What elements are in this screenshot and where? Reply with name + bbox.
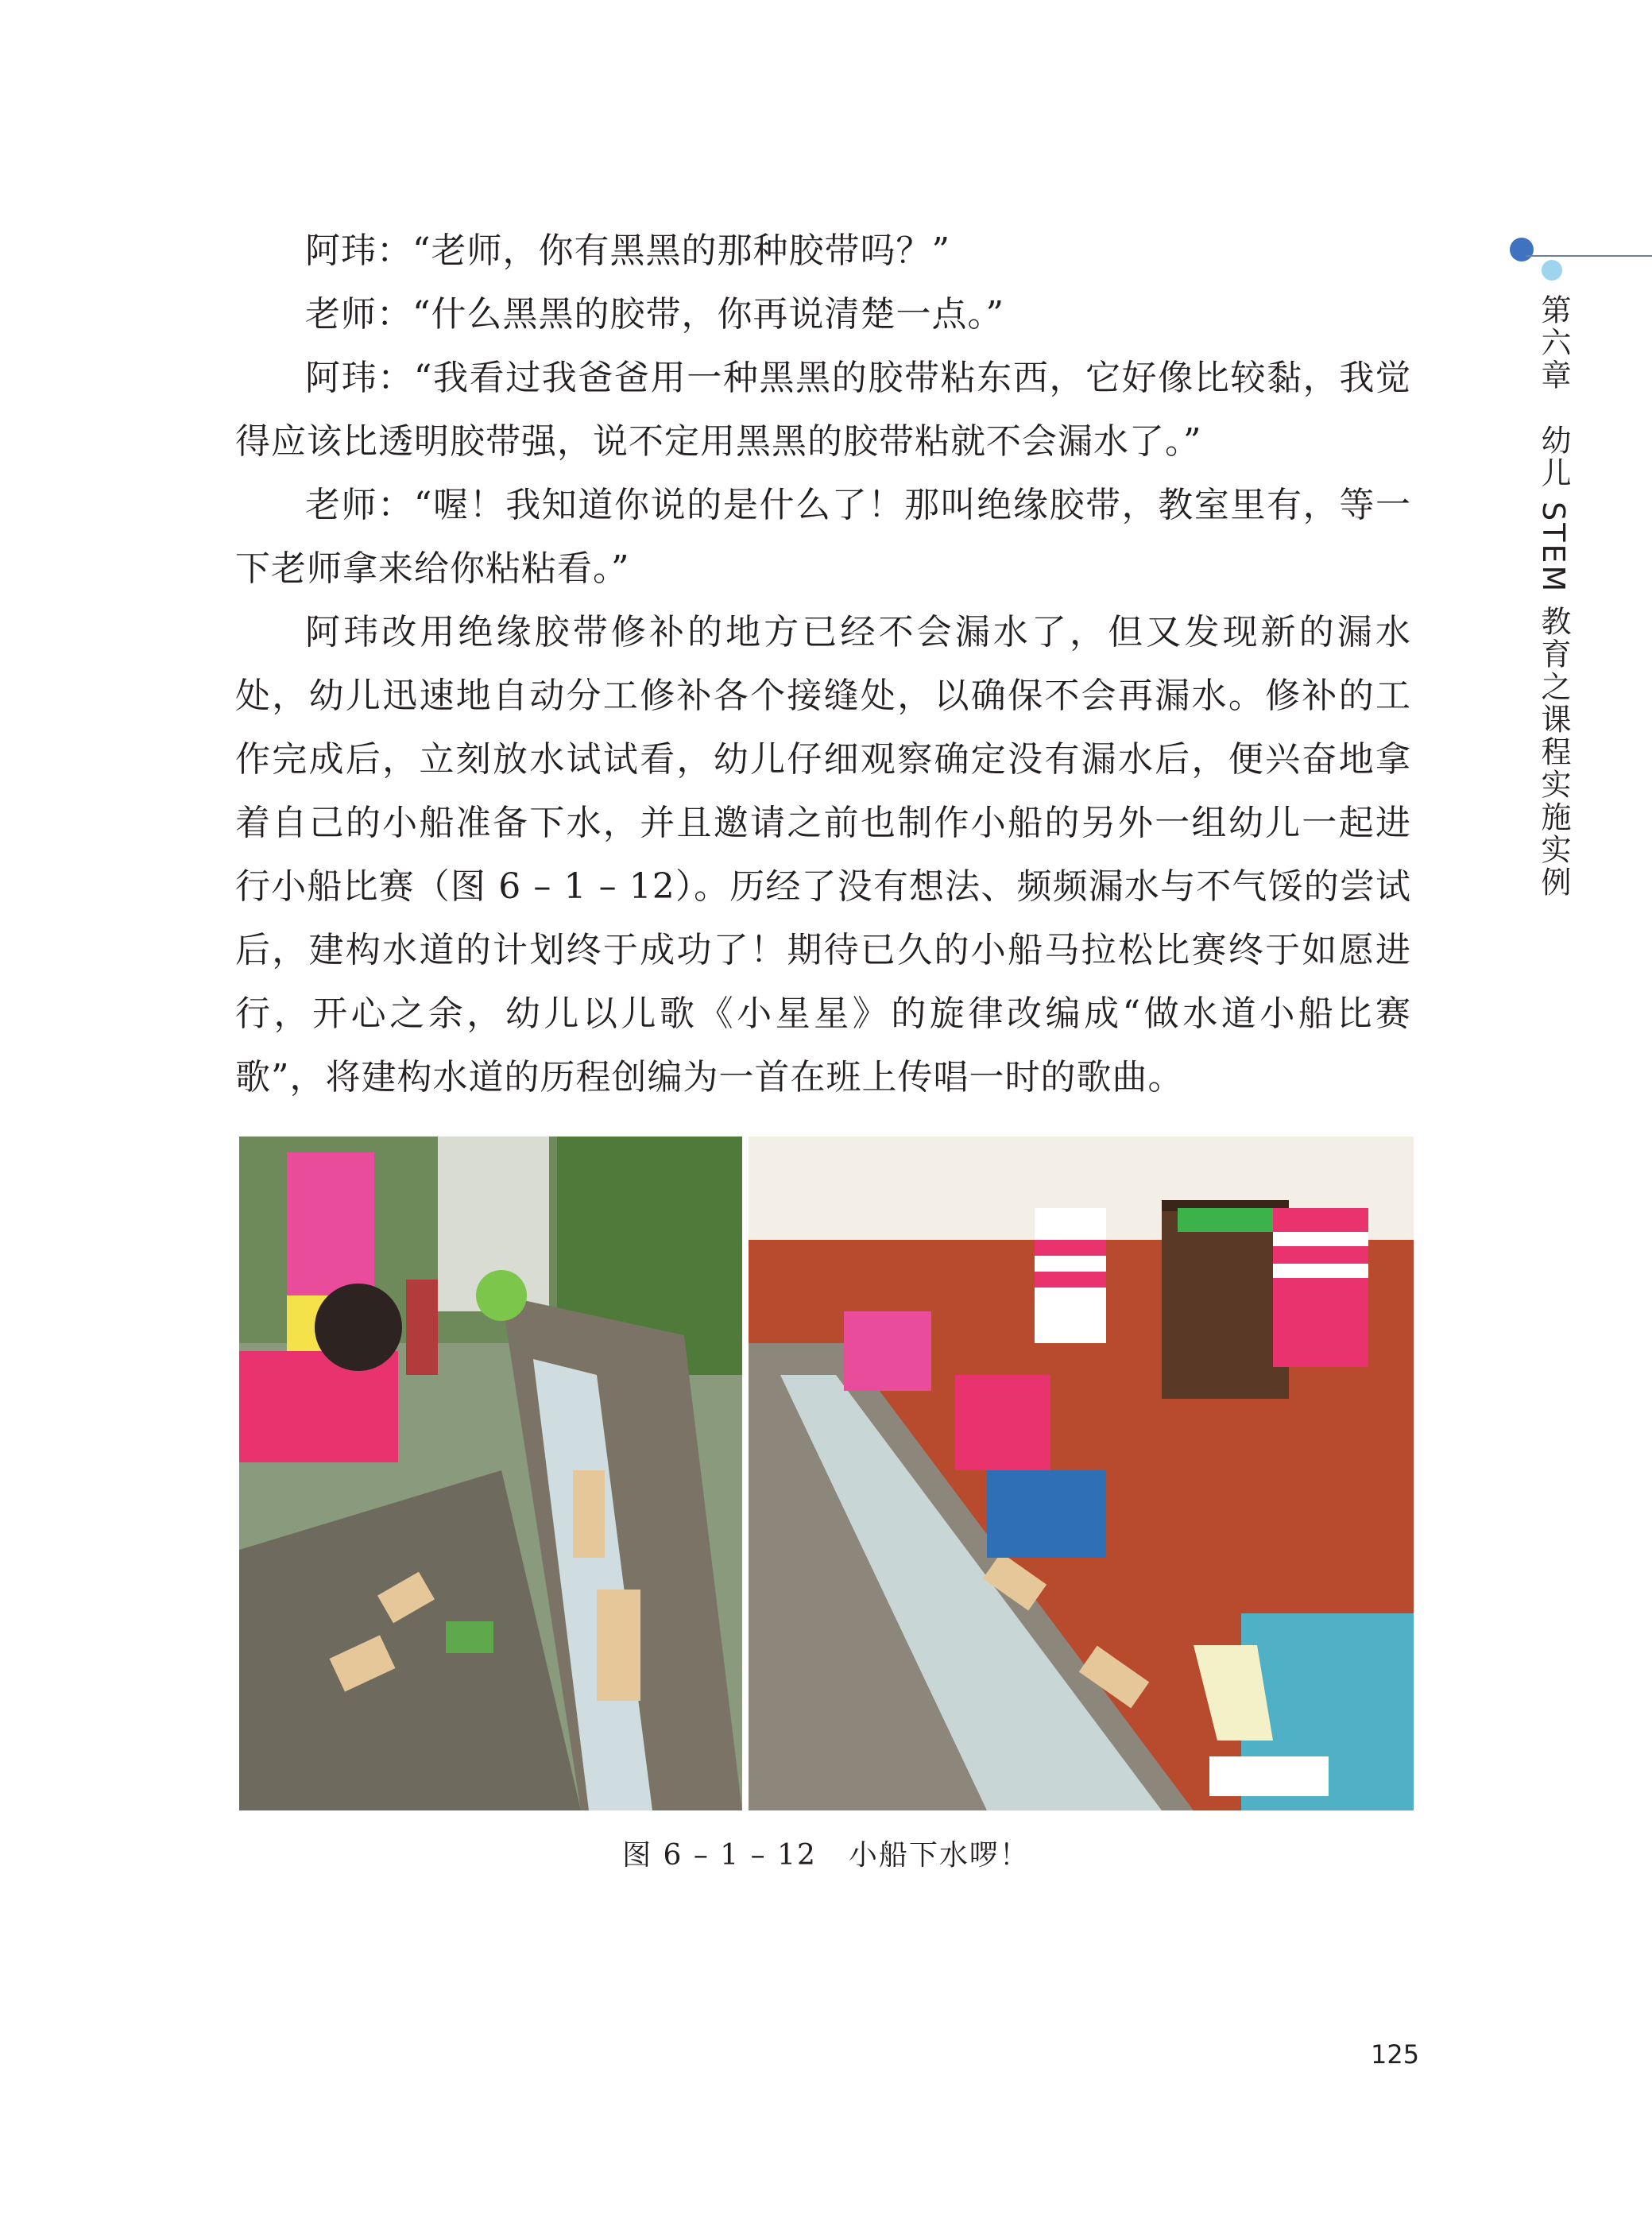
dialogue-paragraph: 老师：“喔！我知道你说的是什么了！那叫绝缘胶带，教室里有，等一下老师拿来给你粘粘看。” (235, 485, 1411, 589)
dialogue-paragraph: 老师：“什么黑黑的胶带，你再说清楚一点。” (305, 294, 1004, 335)
body-text (235, 219, 1411, 1109)
chapter-marker-dot-dark (1510, 238, 1534, 261)
figure-title: 小船下水啰！ (848, 1839, 1030, 1872)
chapter-side-label: 第六章 幼儿 STEM 教育之课程实施实例 (1536, 294, 1571, 900)
figure-number: 图 6 – 1 – 12 (622, 1839, 817, 1872)
photo-children-launching-boats (239, 1137, 742, 1810)
figure-caption (0, 1833, 1652, 1873)
dialogue-paragraph: 阿玮：“老师，你有黑黑的那种胶带吗？” (305, 230, 950, 271)
chapter-rule (1526, 255, 1652, 257)
dialogue-paragraph: 阿玮：“我看过我爸爸用一种黑黑的胶带粘东西，它好像比较黏，我觉得应该比透明胶带强，说不定用黑黑的胶带粘就不会漏水了。” (235, 358, 1411, 462)
page-number: 125 (1371, 2039, 1420, 2070)
chapter-marker-dot-light (1542, 260, 1562, 281)
photo-boat-race-channel (749, 1137, 1414, 1810)
photo-left-illustration (239, 1137, 742, 1810)
narrative-paragraph: 阿玮改用绝缘胶带修补的地方已经不会漏水了，但又发现新的漏水处，幼儿迅速地自动分工修补各个接缝处，以确保不会再漏水。修补的工作完成后，立刻放水试试看，幼儿仔细观察确定没有漏水后，便兴奋地拿着自己的小船准备下水，并且邀请之前也制作小船的另外一组幼儿一起进行小船比赛（图 6 – 1 – 12）。历经了没有想法、频频漏水与不气馁的尝试后，建构水道的计划终于成功了！期待已久的小船马拉松比赛终于如愿进行，开心之余，幼儿以儿歌《小星星》的旋律改编成“做水道小船比赛歌”，将建构水道的历程创编为一首在班上传唱一时的歌曲。 (235, 612, 1411, 1098)
photo-right-illustration (749, 1137, 1414, 1810)
